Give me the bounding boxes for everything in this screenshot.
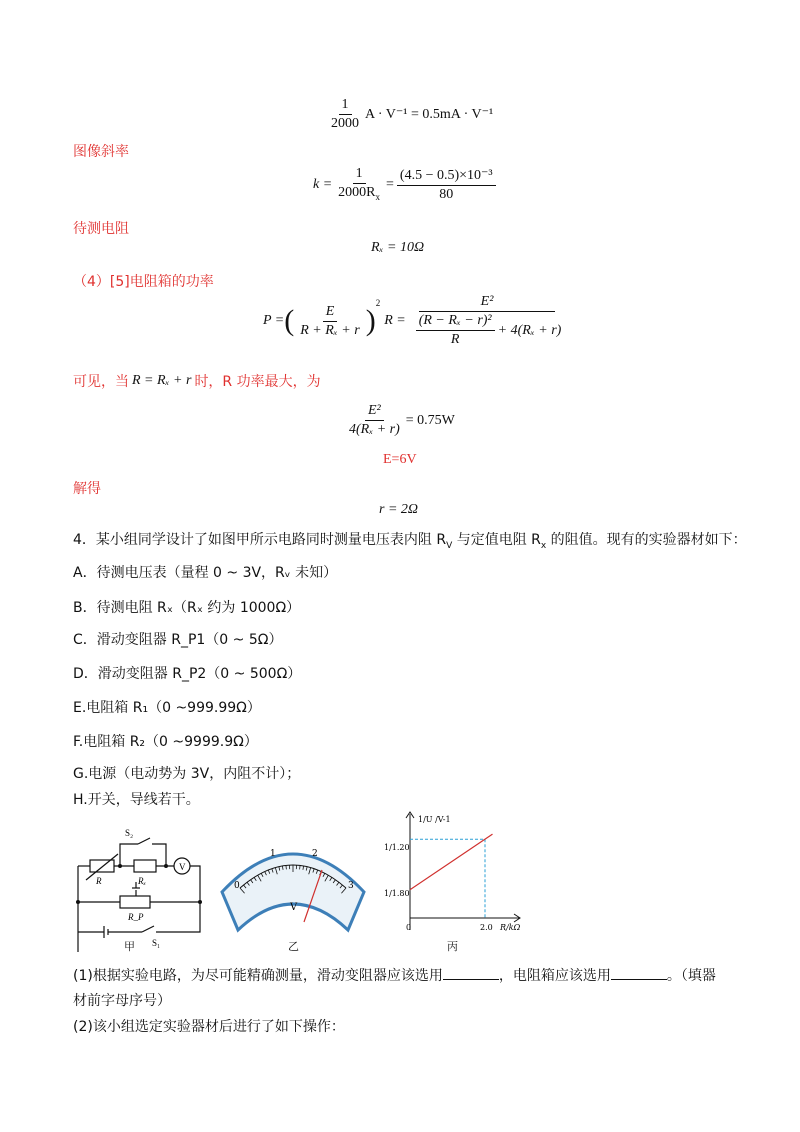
eq1-rhs: A · V⁻¹ = 0.5mA · V⁻¹ [365,107,494,122]
option-e: E.电阻箱 R₁（0 ~999.99Ω） [73,700,261,716]
eq4-right-den-top: (R − Rₓ − r)² [416,313,495,331]
answer-blank-resistance-box[interactable] [611,967,667,980]
question-4-intro [73,529,747,551]
equation-r: r = 2Ω [379,502,419,517]
answer-blank-rheostat[interactable] [443,967,499,980]
conclusion-condition: R = Rₓ + r [132,373,192,388]
resistor-rx [134,860,156,872]
eq5-num: E² [365,403,384,421]
option-f: F.电阻箱 R₂（0 ~9999.9Ω） [73,734,258,750]
option-d: D．滑动变阻器 R_P2（0 ~ 500Ω） [73,666,302,682]
caption-jia: 甲 [124,940,135,953]
sub1-b: ，电阻箱应该选用 [498,968,611,984]
eq2-num1: 1 [353,166,366,184]
circuit-diagram-jia [70,820,210,952]
graph-ylabel: 1/U /V-1 [418,815,451,824]
eq4-right-den-bot: R [450,332,460,347]
graph-ytick-top: 1/1.20 [384,843,410,852]
eq2-num2: (4.5 − 0.5)×10⁻³ [397,168,496,186]
eq5-den: 4(Rₓ + r) [349,422,400,437]
option-a: A．待测电压表（量程 0 ~ 3V，Rᵥ 未知） [73,565,338,581]
label-s2: S₂ [125,828,134,838]
option-c: C．滑动变阻器 R_P1（0 ~ 5Ω） [73,632,283,648]
conclusion-suffix: 时，R 功率最大，为 [194,374,321,390]
q4-intro: 4．某小组同学设计了如图甲所示电路同时测量电压表内阻 R [73,532,447,548]
heading-solve: 解得 [73,481,101,497]
eq1-numerator: 1 [339,97,352,115]
equation-unit-conversion [325,97,493,132]
label-rx: Rₓ [138,876,147,886]
eq5-rhs: = 0.75W [405,412,455,428]
dial-tick-0: 0 [234,881,240,891]
rheostat-arrow [86,854,118,880]
q4-intro-mid: 与定值电阻 R [452,532,541,548]
option-h: H.开关，导线若干。 [73,792,200,808]
q4-intro-sub: V [446,540,453,551]
conclusion-prefix: 可见，当 [73,374,129,390]
eq2-den2: 80 [439,186,454,202]
switch-s1 [142,926,154,932]
equation-max-power [343,403,455,438]
eq2-lhs: k = [313,177,333,193]
graph-bing [380,810,530,936]
dial-tick-1: 1 [270,849,276,859]
eq2-den1: 2000R [338,185,376,200]
equation-power: P = ( $\frac{E}{\text{R + Rₓ + r}}$ ) $^2$ R = E² $\frac{\text{(R − Rₓ − r)²}}{R}$ + 4(Rₓ + r) [263,294,562,347]
subquestion-2: (2)该小组选定实验器材后进行了如下操作： [73,1019,345,1035]
subquestion-1-line1 [73,965,716,985]
graph-xlabel: R/kΩ [500,923,521,932]
eq4-lhs: P = [263,313,285,328]
dial-tick-3: 3 [348,881,354,891]
battery [104,926,108,938]
voltmeter-dial-yi [218,826,368,938]
rheostat-rp [120,896,150,908]
graph-xtick: 2.0 [480,923,493,932]
eq4-mid: R = [384,313,406,328]
graph-ytick-bottom: 1/1.80 [384,889,410,898]
eq2-den1-sub: x [375,191,381,202]
sub1-a: (1)根据实验电路，为尽可能精确测量，滑动变阻器应该选用 [73,968,443,984]
eq1-denominator: 2000 [331,116,359,131]
variable-resistor-r [90,860,114,872]
eq4-exp: 2 [375,298,381,308]
q4-intro-sub2: x [540,540,547,551]
dial-label: V [290,902,298,913]
option-b: B．待测电阻 Rₓ（Rₓ 约为 1000Ω） [73,600,301,616]
conclusion-line [73,371,321,391]
caption-bing: 丙 [447,940,458,953]
option-g: G.电源（电动势为 3V，内阻不计）； [73,766,301,782]
heading-slope: 图像斜率 [73,144,129,160]
label-rp: R_P [128,912,144,922]
heading-resistor: 待测电阻 [73,221,129,237]
equation-slope: k = $\frac{1}{2000R_x}$ = $\frac{\text{(4.5 − 0.5)×10⁻³}}{80}$ [313,166,499,205]
label-v: V [179,862,186,872]
caption-yi: 乙 [288,940,299,953]
fit-line [410,834,493,890]
label-r: R [96,876,102,886]
q4-intro-end: 的阻值。现有的实验器材如下： [546,532,747,548]
heading-power: （4）[5]电阻箱的功率 [73,274,214,290]
switch-s2 [138,838,150,844]
dial-tick-2: 2 [312,849,318,859]
eq4-right-den-add: + 4(Rₓ + r) [497,322,562,338]
equation-emf: E=6V [383,452,417,467]
sub1-c: 。（填器 [666,968,716,984]
eq4-inner-num: E [323,304,338,322]
subquestion-1-line2: 材前字母序号） [73,993,171,1009]
eq4-inner-den: R + Rₓ + r [300,322,360,338]
equation-rx: Rₓ = 10Ω [371,240,425,255]
graph-x-origin: 0 [406,923,412,932]
eq4-right-num: E² [419,294,555,312]
label-s1: S₁ [152,938,161,948]
